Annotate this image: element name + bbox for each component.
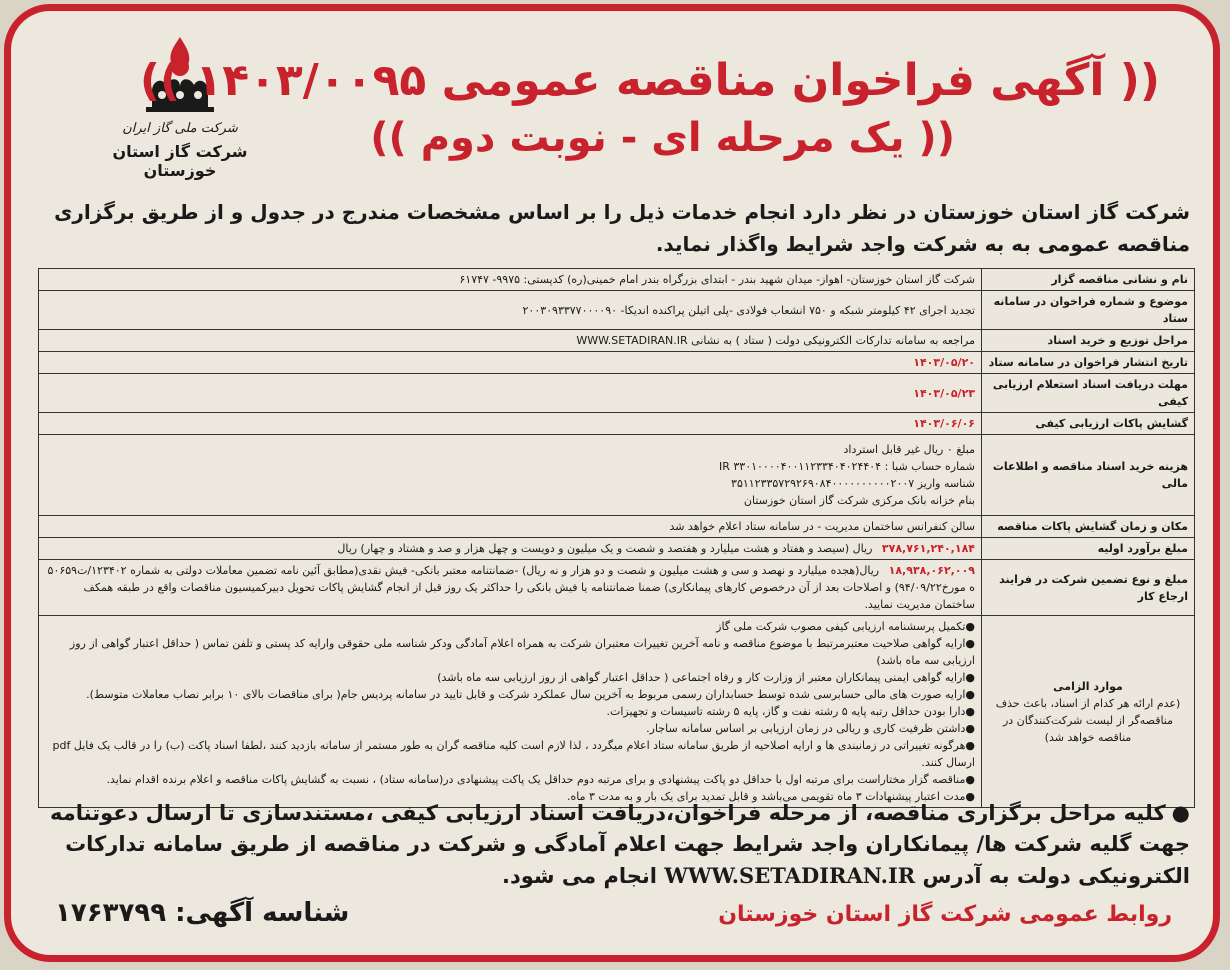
row-key: موضوع و شماره فراخوان در سامانه ستاد xyxy=(982,291,1195,330)
table-row xyxy=(39,560,1195,616)
bullet-icon: ● xyxy=(1171,801,1190,825)
row-key: هزینه خرید اسناد مناقصه و اطلاعات مالی xyxy=(982,435,1195,516)
table-row xyxy=(39,413,1195,435)
row-key: گشایش پاکات ارزیابی کیفی xyxy=(982,413,1195,435)
table-row xyxy=(39,330,1195,352)
fee-line: مبلغ ۰ ریال غیر قابل استرداد xyxy=(843,443,975,456)
estimate-text: ریال (سیصد و هفتاد و هشت میلیارد و هفتصد و شصت و یک میلیون و دویست و چهل هزار و صد و هشتاد و چهار) ریال xyxy=(337,542,873,555)
row-value: سالن کنفرانس ساختمان مدیریت - در سامانه ستاد اعلام خواهد شد xyxy=(39,516,982,538)
requirement-item: ●دارا بودن حداقل رتبه پایه ۵ رشته نفت و گاز، پایه ۵ رشته تاسیسات و تجهیزات. xyxy=(606,705,975,718)
table-row xyxy=(39,516,1195,538)
row-value: تجدید اجرای ۴۲ کیلومتر شبکه و ۷۵۰ انشعاب فولادی -پلی اتیلن پراکنده اندیکا- ۲۰۰۳۰۹۳۳۷۷۰۰۰۰۹۰ xyxy=(39,291,982,330)
row-key: مبلغ و نوع تضمین شرکت در فرایند ارجاع کار xyxy=(982,560,1195,616)
public-relations-signature: روابط عمومی شرکت گاز استان خوزستان xyxy=(718,902,1172,927)
row-key: مکان و زمان گشایش پاکات مناقصه xyxy=(982,516,1195,538)
row-value xyxy=(39,435,982,516)
row-value: ۱۴۰۳/۰۵/۲۳ xyxy=(39,374,982,413)
logo-company-name: شرکت گاز استان خوزستان xyxy=(112,142,248,180)
bottom-text: کلیه مراحل برگزاری مناقصه، از مرحله فراخوان،دریافت اسناد ارزیابی کیفی ،مستندسازی تا ارسال دعوتنامه جهت گلیه شرکت ها/ پیمانکاران واجد شرایط جهت اعلام آمادگی و شرکت در مناقصه از طریق سامانه تدارکات الکترونیکی دولت به آدرس xyxy=(50,801,1190,888)
row-key: مراحل توزیع و خرید اسناد xyxy=(982,330,1195,352)
fee-line: شماره حساب شبا : IR ۳۳۰۱۰۰۰۰۴۰۰۱۱۲۳۳۴۰۴۰۲۴۴۰۴ xyxy=(719,460,975,473)
setad-url[interactable]: WWW.SETADIRAN.IR xyxy=(664,863,916,888)
requirements-note: (عدم ارائه هر کدام از اسناد، باعث حذف مناقصه‌گر از لیست شرکت‌کنندگان در مناقصه خواهد شد) xyxy=(995,696,1181,744)
requirement-item: ●ارایه گواهی ایمنی پیمانکاران معتبر از وزارت کار و رفاه اجتماعی ( حداقل اعتبار گواهی از روز ارزیابی سه ماه باشد) xyxy=(437,671,975,684)
requirement-item: ●داشتن ظرفیت کاری و ریالی در زمان ارزیابی بر اساس سامانه ساجار. xyxy=(646,722,975,735)
row-key: تاریخ انتشار فراخوان در سامانه ستاد xyxy=(982,352,1195,374)
bottom-tail: انجام می شود. xyxy=(502,864,657,888)
ad-title: (( آگهی فراخوان مناقصه عمومی ۱۴۰۳/۰۰۹۵ )) xyxy=(139,55,1160,106)
table-row xyxy=(39,374,1195,413)
row-value: شرکت گاز استان خوزستان- اهواز- میدان شهید بندر - ابتدای بزرگراه بندر امام خمینی(ره) کدپستی: ۹۹۷۵- ۶۱۷۴۷ xyxy=(39,269,982,291)
row-value: ۱۴۰۳/۰۶/۰۶ xyxy=(39,413,982,435)
table-row xyxy=(39,291,1195,330)
table-row xyxy=(39,538,1195,560)
row-value: مراجعه به سامانه تدارکات الکترونیکی دولت ( ستاد ) به نشانی WWW.SETADIRAN.IR xyxy=(39,330,982,352)
intro-paragraph: شرکت گاز استان خوزستان در نظر دارد انجام خدمات ذیل را بر اساس مشخصات مندرج در جدول و از طریق برگزاری مناقصه عمومی به به شرکت واجد شرایط واگذار نماید. xyxy=(54,200,1190,256)
requirement-item: ●مناقصه گزار مختاراست برای مرتبه اول با حداقل دو پاکت پیشنهادی و برای مرتبه دوم حداقل یک پاکت پیشنهادی در(سامانه ستاد) ، نسبت به گشایش پاکات مناقصه و اعلام برنده اقدام نماید. xyxy=(106,773,975,786)
row-key: مهلت دریافت اسناد استعلام ارزیابی کیفی xyxy=(982,374,1195,413)
ad-subtitle: (( یک مرحله ای - نوبت دوم )) xyxy=(370,115,955,161)
row-key: مبلغ برآورد اولیه xyxy=(982,538,1195,560)
fee-line: شناسه واریز ۳۵۱۱۲۳۳۵۷۲۹۲۶۹۰۸۴۰۰۰۰۰۰۰۰۰۰۲۰۰۷ xyxy=(731,477,975,490)
requirement-item: ●مدت اعتبار پیشنهادات ۳ ماه تقویمی می‌باشد و قابل تمدید برای یک بار و به مدت ۳ ماه. xyxy=(566,790,975,803)
table-row xyxy=(39,435,1195,516)
tender-details-table xyxy=(38,268,1195,808)
guarantee-amount: ۱۸,۹۳۸,۰۶۲,۰۰۹ xyxy=(888,564,975,577)
estimate-amount: ۳۷۸,۷۶۱,۲۴۰,۱۸۴ xyxy=(881,542,975,555)
row-key: نام و نشانی مناقصه گزار xyxy=(982,269,1195,291)
requirement-item: ●ارایه گواهی صلاحیت معتبرمرتبط با موضوع مناقصه و نامه آخرین تغییرات معتبران شرکت به همراه اعلام آمادگی ودکر شناسه ملی حقوقی وارایه کد پستی و تلفن تماس ( حداقل اعتبار گواهی از روز ارزیابی سه ماه باشد) xyxy=(69,637,975,667)
requirement-item: ●هرگونه تغییراتی در زمانبندی ها و ارایه اصلاحیه از طریق سامانه ستاد اعلام میگردد ، لذا لازم است کلیه مناقصه گران به طور مستمر از سامانه بازدید کنند ،لطفا اسناد پاکت (ب) را در قالب یک فایل pdf ارسال کنند. xyxy=(52,739,975,769)
logo-subtitle: شرکت ملی گاز ایران xyxy=(122,121,238,136)
table-row xyxy=(39,616,1195,808)
requirement-item: ●تکمیل پرسشنامه ارزیابی کیفی مصوب شرکت ملی گاز xyxy=(716,620,975,633)
row-value xyxy=(39,538,982,560)
table-row xyxy=(39,352,1195,374)
row-value: ۱۴۰۳/۰۵/۲۰ xyxy=(39,352,982,374)
ad-identifier: شناسه آگهی: ۱۷۶۳۷۹۹ xyxy=(55,898,350,928)
row-key xyxy=(982,616,1195,808)
guarantee-text: ریال(هجده میلیارد و نهصد و سی و هشت میلیون و شصت و دو هزار و نه ریال) -ضمانتنامه معتبر بانکی- فیش نقدی(مطابق آئین نامه تضمین معاملات دولتی به شماره ۱۲۳۴۰۲/ت۵۰۶۵۹ ه مورخ۹۴/۰۹/۲۲) و اصلاحات بعد از آن درخصوص کارهای پیمانکاری) ضمنا ضمانتنامه یا فیش بانکی را حداکثر یک روز قبل از انجام گشایش پاکات تحویل دبیرکمیسیون مناقصات واقع در طبقه همکف ساختمان مدیریت نمایید. xyxy=(47,564,975,611)
table-row xyxy=(39,269,1195,291)
requirement-item: ●ارایه صورت های مالی حسابرسی شده توسط حسابداران رسمی مربوط به آخرین سال عملکرد شرکت و قابل تایید در سامانه پردیس جام( برای مناقصات بالای ۱۰ برابر نصاب معاملات متوسط). xyxy=(86,688,975,701)
fee-line: بنام خزانه بانک مرکزی شرکت گاز استان خوزستان xyxy=(743,494,975,507)
row-value xyxy=(39,560,982,616)
requirements-title: موارد الزامی xyxy=(1053,679,1123,693)
bottom-notice xyxy=(30,798,1190,892)
row-value xyxy=(39,616,982,808)
